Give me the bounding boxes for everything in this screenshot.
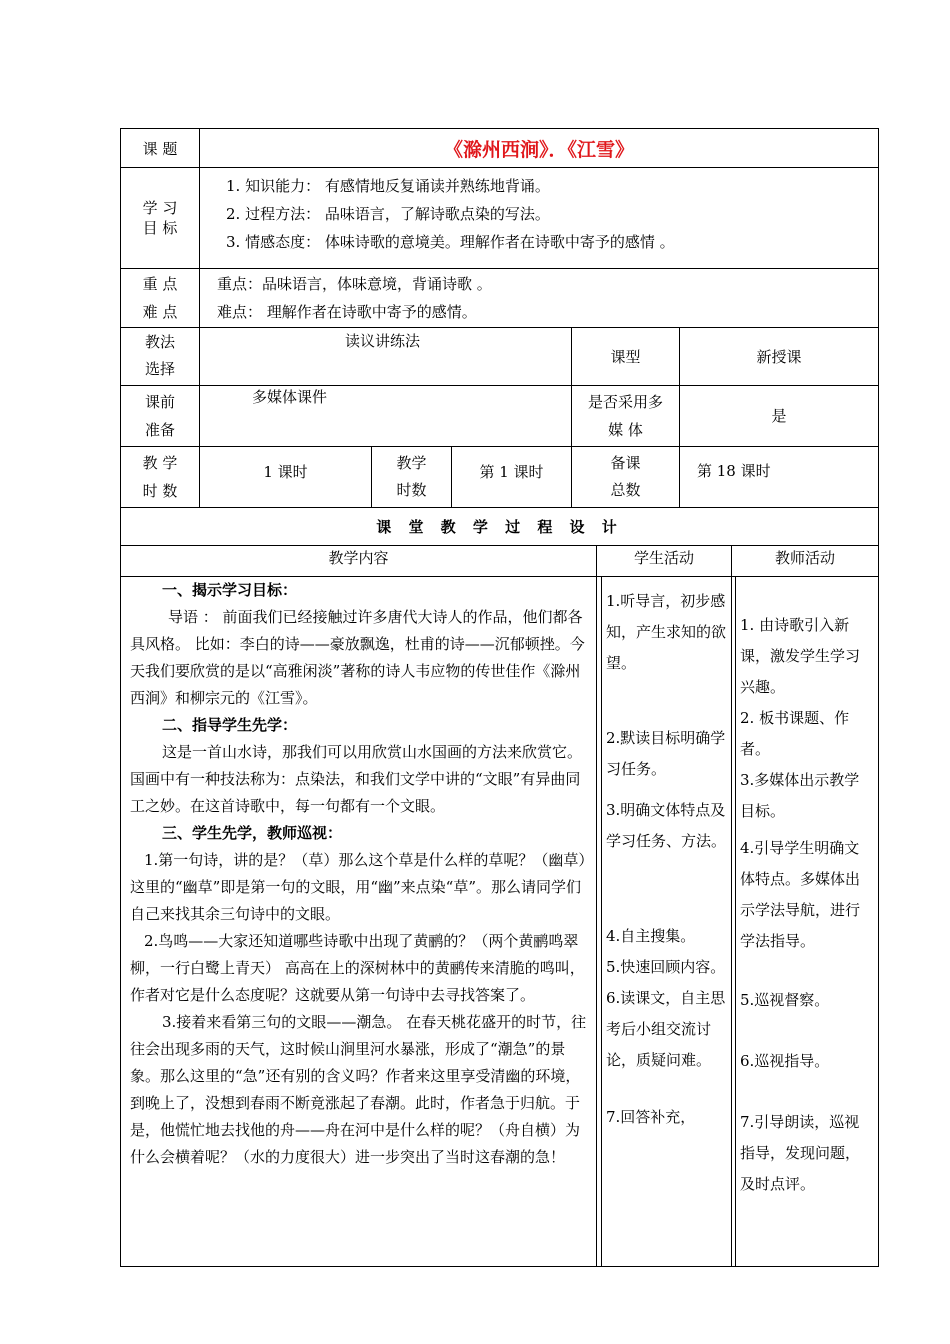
method-label-line2: 选择: [144, 360, 175, 378]
method-value: 读议讲练法: [345, 332, 421, 350]
topic-label: 课 题: [142, 139, 178, 158]
col-header-teacher: 教师活动: [774, 548, 835, 567]
lesson-type-value: 新授课: [756, 347, 802, 366]
method-label: [120, 327, 200, 385]
media-label-line1: 是否采用多: [587, 392, 663, 411]
content-heading-3: 三、学生先学，教师巡视：: [162, 824, 343, 842]
student-activities: [606, 586, 726, 1133]
goals-list: [226, 172, 866, 256]
period-label: [371, 446, 452, 507]
goal-item: 2. 过程方法： 品味语言，了解诗歌点染的写法。: [226, 205, 550, 223]
prep-label-line1: 课前: [144, 392, 175, 411]
goals-label: [120, 167, 200, 268]
content-paragraph: 3.接着来看第三句的文眼——潮急。 在春天桃花盛开的时节，往往会出现多雨的天气，这时候山涧里河水暴涨，形成了“潮急”的景象。那么这里的“急”还有别的含义吗？作者来这里享受清幽的环境，到晚上了，没想到春雨不断竟涨起了春潮。此时，作者急于归航。于是，他慌忙地去找他的舟——舟在河中是什么样的呢？（舟自横）为什么会横着呢？（水的力度很大）进一步突出了当时这春潮的急！: [130, 1013, 587, 1166]
prep-value: 多媒体课件: [252, 388, 328, 406]
method-label-line1: 教法: [144, 333, 175, 351]
teacher-activity: 4.引导学生明确文体特点。多媒体出示学法导航，进行学法指导。: [740, 839, 861, 950]
goals-label-line2: 目 标: [142, 218, 178, 237]
goal-item: 3. 情感态度： 体味诗歌的意境美。理解作者在诗歌中寄予的感情 。: [226, 233, 675, 251]
student-activity: 3.明确文体特点及学习任务、方法。: [606, 801, 727, 850]
media-label: [571, 385, 680, 446]
rule: [601, 576, 602, 1267]
hours-label: [120, 446, 200, 507]
total-label: [571, 446, 680, 507]
student-activity: 7.回答补充，: [606, 1108, 696, 1126]
media-label-line2: 媒 体: [608, 420, 643, 439]
total-label-line1: 备课: [610, 453, 641, 472]
period-value: 第 1 课时: [479, 462, 544, 481]
rule: [878, 128, 879, 1267]
goal-item: 1. 知识能力： 有感情地反复诵读并熟练地背诵。: [226, 177, 550, 195]
media-value: 是: [771, 407, 787, 425]
prep-label: [120, 385, 200, 446]
teacher-activities: [740, 610, 872, 1200]
keys-label-line1: 重 点: [142, 274, 178, 293]
content-paragraph: 2.鸟鸣——大家还知道哪些诗歌中出现了黄鹂的？（两个黄鹂鸣翠柳，一行白鹭上青天） 高高在上的深树林中的黄鹂传来清脆的鸣叫，作者对它是什么态度呢？这就要从第一句诗中去寻找答案了。: [130, 932, 585, 1004]
hours-value: 1 课时: [263, 462, 308, 481]
keys-label: [120, 268, 200, 327]
keys-label-line2: 难 点: [142, 302, 178, 321]
content-heading-2: 二、指导学生先学：: [162, 716, 298, 734]
student-activity: 4.自主搜集。: [606, 927, 696, 945]
teacher-activity: 3.多媒体出示教学目标。: [740, 771, 860, 820]
goals-label-line1: 学 习: [142, 198, 178, 217]
total-label-line2: 总数: [610, 480, 641, 499]
period-label-line2: 时数: [396, 480, 427, 499]
difficult-point: 难点： 理解作者在诗歌中寄予的感情。: [217, 303, 477, 321]
teacher-activity: 7.引导朗读，巡视指导，发现问题，及时点评。: [740, 1113, 861, 1193]
rule: [735, 576, 736, 1267]
topic-title: 《滁州西涧》．《江雪》: [443, 138, 634, 161]
student-activity: 1.听导言，初步感知，产生求知的欲望。: [606, 592, 727, 672]
hours-label-line1: 教 学: [142, 453, 178, 472]
content-paragraph: 1.第一句诗，讲的是？（草）那么这个草是什么样的草呢？（幽草）这里的“幽草”即是第一句的文眼，用“幽”来点染“草”。那么请同学们自己来找其余三句诗中的文眼。: [130, 851, 586, 923]
rule: [120, 1266, 879, 1267]
process-section-title: 课 堂 教 学 过 程 设 计: [376, 517, 623, 536]
student-activity: 6.读课文，自主思考后小组交流讨论，质疑问难。: [606, 989, 726, 1069]
total-value: 第 18 课时: [697, 462, 771, 480]
teacher-activity: 5.巡视督察。: [740, 991, 830, 1009]
student-activity: 5.快速回顾内容。: [606, 958, 726, 976]
teacher-activity: 6.巡视指导。: [740, 1052, 830, 1070]
rule: [120, 268, 879, 269]
period-label-line1: 教学: [396, 453, 427, 472]
teacher-activity: 2. 板书课题、作者。: [740, 709, 850, 758]
teacher-activity: 1. 由诗歌引入新课，激发学生学习兴趣。: [740, 616, 861, 696]
col-header-content: 教学内容: [328, 548, 389, 567]
teaching-content: [130, 577, 588, 1171]
col-header-student: 学生活动: [633, 548, 694, 567]
content-heading-1: 一、揭示学习目标：: [162, 581, 298, 599]
rule: [731, 545, 732, 1267]
key-point: 重点：品味语言，体味意境，背诵诗歌 。: [217, 275, 492, 293]
lesson-type-label: 课型: [610, 347, 641, 366]
prep-label-line2: 准备: [144, 420, 175, 439]
key-points: [217, 270, 867, 326]
content-paragraph: 导语 ： 前面我们已经接触过许多唐代大诗人的作品，他们都各具风格。 比如：李白的诗——豪放飘逸，杜甫的诗——沉郁顿挫。今天我们要欣赏的是以“高雅闲淡”著称的诗人韦应物的传世佳作《滁州西涧》和柳宗元的《江雪》。: [130, 608, 585, 707]
content-paragraph: 这是一首山水诗，那我们可以用欣赏山水国画的方法来欣赏它。国画中有一种技法称为：点染法，和我们文学中讲的“文眼”有异曲同工之妙。在这首诗歌中，每一句都有一个文眼。: [130, 743, 583, 815]
rule: [596, 545, 597, 1267]
student-activity: 2.默读目标明确学习任务。: [606, 729, 726, 778]
hours-label-line2: 时 数: [142, 481, 178, 500]
